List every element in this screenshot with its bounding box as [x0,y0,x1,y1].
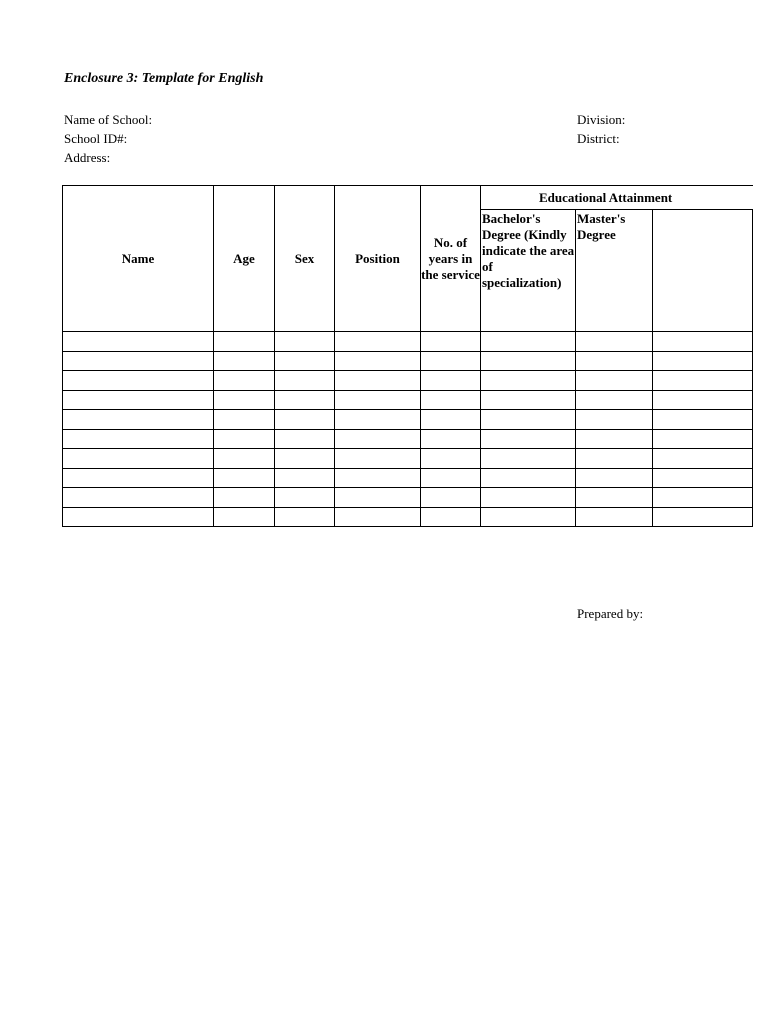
table-cell[interactable] [481,390,576,410]
table-cell[interactable] [653,429,753,449]
table-cell[interactable] [214,429,275,449]
table-cell[interactable] [275,449,335,469]
table-cell[interactable] [214,332,275,352]
table-row [63,429,753,449]
table-cell[interactable] [421,488,481,508]
table-cell[interactable] [275,332,335,352]
table-row [63,332,753,352]
teacher-roster-table-wrapper [62,185,673,527]
table-cell[interactable] [576,390,653,410]
table-cell[interactable] [421,449,481,469]
table-cell[interactable] [481,507,576,527]
col-header-age: Age [214,186,275,332]
table-cell[interactable] [275,488,335,508]
table-cell[interactable] [214,371,275,391]
table-cell[interactable] [335,332,421,352]
table-cell[interactable] [481,332,576,352]
table-cell[interactable] [63,351,214,371]
col-header-bachelors: Bachelor's Degree (Kindly indicate the area of specialization) [481,210,576,332]
table-cell[interactable] [275,351,335,371]
table-cell[interactable] [576,410,653,430]
table-cell[interactable] [214,390,275,410]
table-cell[interactable] [653,390,753,410]
table-cell[interactable] [335,429,421,449]
table-cell[interactable] [653,410,753,430]
table-cell[interactable] [335,468,421,488]
table-cell[interactable] [576,507,653,527]
table-cell[interactable] [214,351,275,371]
teacher-roster-table [62,185,753,527]
table-row [63,507,753,527]
table-cell[interactable] [576,351,653,371]
table-cell[interactable] [653,371,753,391]
table-cell[interactable] [653,468,753,488]
table-row [63,390,753,410]
table-cell[interactable] [214,488,275,508]
table-cell[interactable] [275,429,335,449]
table-cell[interactable] [335,449,421,469]
table-cell[interactable] [481,351,576,371]
field-district: District: [577,131,620,146]
table-cell[interactable] [275,390,335,410]
table-cell[interactable] [653,507,753,527]
table-cell[interactable] [214,507,275,527]
col-header-extra [653,210,753,332]
table-cell[interactable] [653,351,753,371]
table-cell[interactable] [335,351,421,371]
table-cell[interactable] [481,449,576,469]
table-cell[interactable] [275,468,335,488]
table-row [63,488,753,508]
table-cell[interactable] [421,351,481,371]
table-row [63,410,753,430]
col-header-position: Position [335,186,421,332]
table-cell[interactable] [335,507,421,527]
table-cell[interactable] [63,488,214,508]
table-cell[interactable] [421,332,481,352]
table-cell[interactable] [335,410,421,430]
table-cell[interactable] [63,449,214,469]
table-cell[interactable] [275,410,335,430]
field-school-id: School ID#: [64,131,128,146]
table-cell[interactable] [335,488,421,508]
table-cell[interactable] [214,468,275,488]
table-cell[interactable] [421,371,481,391]
table-cell[interactable] [421,410,481,430]
table-cell[interactable] [576,371,653,391]
table-row [63,371,753,391]
table-cell[interactable] [214,449,275,469]
table-cell[interactable] [63,507,214,527]
table-cell[interactable] [576,468,653,488]
table-cell[interactable] [63,390,214,410]
table-cell[interactable] [335,371,421,391]
field-name-of-school: Name of School: [64,112,153,127]
table-cell[interactable] [653,332,753,352]
roster-body [63,332,753,527]
table-cell[interactable] [481,488,576,508]
table-cell[interactable] [576,488,653,508]
col-header-years-of-service: No. of years in the service [421,186,481,332]
col-header-sex: Sex [275,186,335,332]
table-cell[interactable] [214,410,275,430]
field-division: Division: [577,112,626,127]
table-cell[interactable] [63,468,214,488]
table-cell[interactable] [481,410,576,430]
field-address: Address: [64,150,111,165]
table-cell[interactable] [653,449,753,469]
table-cell[interactable] [63,410,214,430]
table-cell[interactable] [481,371,576,391]
document-title: Enclosure 3: Template for English [64,71,264,86]
table-row [63,449,753,469]
table-cell[interactable] [421,390,481,410]
table-cell[interactable] [335,390,421,410]
prepared-by-label: Prepared by: [577,606,644,621]
table-cell[interactable] [481,429,576,449]
table-cell[interactable] [576,332,653,352]
table-cell[interactable] [576,449,653,469]
table-cell[interactable] [275,507,335,527]
table-row [63,468,753,488]
table-cell[interactable] [421,429,481,449]
table-cell[interactable] [421,468,481,488]
col-header-name: Name [63,186,214,332]
table-cell[interactable] [481,468,576,488]
table-cell[interactable] [653,488,753,508]
col-header-educational-attainment: Educational Attainment [481,186,753,210]
table-cell[interactable] [63,332,214,352]
col-header-masters: Master's Degree [576,210,653,332]
table-cell[interactable] [576,429,653,449]
table-cell[interactable] [63,429,214,449]
table-cell[interactable] [63,371,214,391]
table-cell[interactable] [421,507,481,527]
table-row [63,351,753,371]
table-cell[interactable] [275,371,335,391]
